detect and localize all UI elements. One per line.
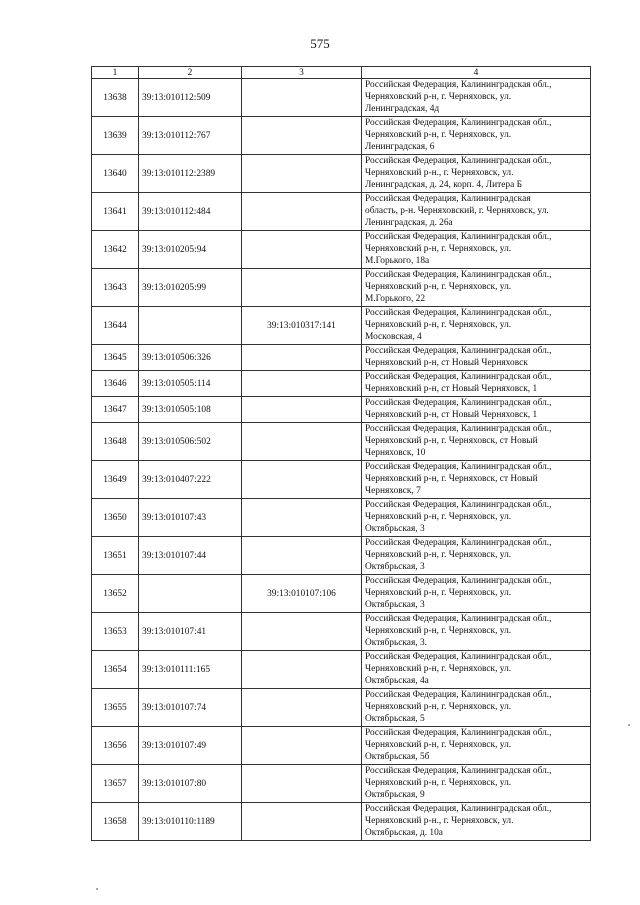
address-cell [362,397,591,423]
cadastral-number: 39:13:010112:767 [139,117,242,155]
table-row [92,345,591,371]
address-line: Октябрьская, 3. [365,638,427,648]
address-cell [362,307,591,345]
row-number: 13638 [92,79,139,117]
register-table [91,66,591,841]
address-line: М.Горького, 22 [365,294,426,304]
scan-speck [628,724,630,726]
cadastral-number-alt [242,765,362,803]
address-line: Черняховский р-н., г. Черняховск, ул. [365,168,514,178]
row-number: 13652 [92,575,139,613]
cadastral-number: 39:13:010205:94 [139,231,242,269]
address-line: Черняховский р-н, г. Черняховск, ул. [365,244,512,254]
address-line: Российская Федерация, Калининградская обл., [365,398,552,408]
address-line: Российская Федерация, Калининградская обл., [365,614,552,624]
scan-speck [96,888,98,890]
cadastral-number-alt [242,537,362,575]
address-line: Черняховский р-н, г. Черняховск, ул. [365,664,512,674]
cadastral-number: 39:13:010506:502 [139,423,242,461]
address-line: Октябрьская, 4а [365,676,429,686]
cadastral-number-alt [242,803,362,841]
address-line: Черняховский р-н, г. Черняховск, ул. [365,702,512,712]
header-row [92,67,591,79]
row-number: 13645 [92,345,139,371]
address-cell [362,499,591,537]
address-line: Российская Федерация, Калининградская обл., [365,728,552,738]
cadastral-number: 39:13:010107:80 [139,765,242,803]
row-number: 13649 [92,461,139,499]
address-line: Российская Федерация, Калининградская обл., [365,372,552,382]
row-number: 13642 [92,231,139,269]
address-line: Черняховский р-н, ст Новый Черняховск, 1 [365,384,538,394]
address-line: Черняховский р-н, ст Новый Черняховск, 1 [365,410,538,420]
address-cell [362,575,591,613]
address-cell [362,689,591,727]
cadastral-number: 39:13:010107:49 [139,727,242,765]
row-number: 13646 [92,371,139,397]
table-row [92,193,591,231]
address-line: Российская Федерация, Калининградская обл., [365,156,552,166]
cadastral-number-alt [242,651,362,689]
address-line: Черняховский р-н., г. Черняховск, ул. [365,816,514,826]
cadastral-number: 39:13:010407:222 [139,461,242,499]
column-header-2: 2 [139,67,242,79]
address-line: область, р-н. Черняховский, г. Черняховск, ул. [365,206,549,216]
cadastral-number: 39:13:010505:114 [139,371,242,397]
table-row [92,537,591,575]
address-line: Российская Федерация, Калининградская обл., [365,500,552,510]
cadastral-number-alt [242,79,362,117]
address-cell [362,231,591,269]
table-row [92,155,591,193]
address-line: Черняховский р-н, г. Черняховск, ул. [365,512,512,522]
cadastral-number [139,575,242,613]
cadastral-number-alt [242,193,362,231]
cadastral-number-alt [242,269,362,307]
address-line: Октябрьская, 5 [365,714,425,724]
address-line: Российская Федерация, Калининградская обл., [365,766,552,776]
address-line: Черняховский р-н, г. Черняховск, ст Новый [365,436,538,446]
row-number: 13654 [92,651,139,689]
cadastral-number: 39:13:010110:1189 [139,803,242,841]
cadastral-number-alt [242,155,362,193]
address-cell [362,613,591,651]
address-line: Российская Федерация, Калининградская обл., [365,118,552,128]
address-line: Российская Федерация, Калининградская обл., [365,576,552,586]
row-number: 13657 [92,765,139,803]
table-row [92,231,591,269]
cadastral-number: 39:13:010107:43 [139,499,242,537]
table-row [92,461,591,499]
address-line: Октябрьская, 9 [365,790,425,800]
table-row [92,727,591,765]
cadastral-number: 39:13:010107:44 [139,537,242,575]
address-line: Черняховск, 7 [365,486,421,496]
table-row [92,269,591,307]
address-line: Российская Федерация, Калининградская обл., [365,538,552,548]
table-row [92,803,591,841]
address-line: Черняховский р-н, г. Черняховск, ул. [365,740,512,750]
address-line: Черняховский р-н, г. Черняховск, ул. [365,778,512,788]
address-cell [362,537,591,575]
row-number: 13658 [92,803,139,841]
address-line: Российская Федерация, Калининградская обл., [365,424,552,434]
address-line: Черняховский р-н, г. Черняховск, ст Новый [365,474,538,484]
address-line: Ленинградская, 4д [365,104,440,114]
table-body [92,79,591,841]
cadastral-number-alt [242,371,362,397]
row-number: 13648 [92,423,139,461]
cadastral-number: 39:13:010107:41 [139,613,242,651]
table-row [92,651,591,689]
cadastral-number-alt [242,727,362,765]
cadastral-number: 39:13:010112:484 [139,193,242,231]
table-row [92,613,591,651]
table-row [92,79,591,117]
address-line: Российская Федерация, Калининградская обл., [365,462,552,472]
column-header-3: 3 [242,67,362,79]
table-row [92,765,591,803]
row-number: 13647 [92,397,139,423]
cadastral-number-alt: 39:13:010107:106 [242,575,362,613]
page-number: 575 [310,36,330,51]
table-row [92,423,591,461]
address-line: Ленинградская, д. 24, корп. 4, Литера Б [365,180,522,190]
row-number: 13651 [92,537,139,575]
address-line: Российская Федерация, Калининградская обл., [365,690,552,700]
cadastral-number-alt [242,461,362,499]
column-header-1: 1 [92,67,139,79]
address-line: Российская Федерация, Калининградская обл., [365,346,552,356]
address-line: Российская Федерация, Калининградская обл., [365,652,552,662]
address-line: Черняховский р-н, г. Черняховск, ул. [365,92,512,102]
row-number: 13641 [92,193,139,231]
address-line: М.Горького, 18а [365,256,430,266]
address-cell [362,345,591,371]
address-line: Черняховский р-н, г. Черняховск, ул. [365,588,512,598]
table-row [92,499,591,537]
cadastral-number-alt [242,499,362,537]
address-line: Черняховский р-н, г. Черняховск, ул. [365,130,512,140]
address-line: Российская Федерация, Калининградская обл., [365,80,552,90]
address-cell [362,117,591,155]
row-number: 13639 [92,117,139,155]
table-row [92,397,591,423]
row-number: 13655 [92,689,139,727]
address-cell [362,765,591,803]
address-line: Российская Федерация, Калининградская обл., [365,804,552,814]
cadastral-number-alt [242,231,362,269]
address-line: Российская Федерация, Калининградская обл., [365,232,552,242]
cadastral-number: 39:13:010205:99 [139,269,242,307]
table-row [92,371,591,397]
address-cell [362,423,591,461]
address-line: Октябрьская, 5б [365,752,430,762]
address-line: Российская Федерация, Калининградская обл., [365,308,552,318]
address-line: Ленинградская, 6 [365,142,435,152]
cadastral-number-alt [242,345,362,371]
address-cell [362,461,591,499]
address-line: Октябрьская, д. 10а [365,828,443,838]
table-row [92,689,591,727]
address-line: Черняховск, 10 [365,448,426,458]
address-line: Октябрьская, 3 [365,524,425,534]
cadastral-number-alt [242,613,362,651]
address-cell [362,193,591,231]
address-cell [362,727,591,765]
address-line: Октябрьская, 3 [365,600,425,610]
cadastral-number: 39:13:010505:108 [139,397,242,423]
row-number: 13653 [92,613,139,651]
address-line: Черняховский р-н, г. Черняховск, ул. [365,550,512,560]
row-number: 13643 [92,269,139,307]
address-cell [362,79,591,117]
cadastral-number: 39:13:010506:326 [139,345,242,371]
table-row [92,575,591,613]
address-line: Российская Федерация, Калининградская [365,194,531,204]
cadastral-number-alt: 39:13:010317:141 [242,307,362,345]
address-line: Черняховский р-н, г. Черняховск, ул. [365,282,512,292]
cadastral-number: 39:13:010111:165 [139,651,242,689]
address-cell [362,651,591,689]
address-cell [362,803,591,841]
address-line: Черняховский р-н, ст Новый Черняховск [365,358,528,368]
address-line: Октябрьская, 3 [365,562,425,572]
cadastral-number: 39:13:010112:2389 [139,155,242,193]
table-row [92,307,591,345]
cadastral-number [139,307,242,345]
address-line: Российская Федерация, Калининградская обл., [365,270,552,280]
column-header-4: 4 [362,67,591,79]
cadastral-number-alt [242,689,362,727]
address-line: Московская, 4 [365,332,422,342]
address-cell [362,269,591,307]
cadastral-number-alt [242,423,362,461]
address-cell [362,371,591,397]
address-line: Ленинградская, д. 26а [365,218,453,228]
address-cell [362,155,591,193]
row-number: 13650 [92,499,139,537]
row-number: 13640 [92,155,139,193]
cadastral-number: 39:13:010112:509 [139,79,242,117]
address-line: Черняховский р-н, г. Черняховск, ул. [365,626,512,636]
address-line: Черняховский р-н, г. Черняховск, ул. [365,320,512,330]
row-number: 13644 [92,307,139,345]
row-number: 13656 [92,727,139,765]
cadastral-number: 39:13:010107:74 [139,689,242,727]
cadastral-number-alt [242,117,362,155]
cadastral-number-alt [242,397,362,423]
table-row [92,117,591,155]
